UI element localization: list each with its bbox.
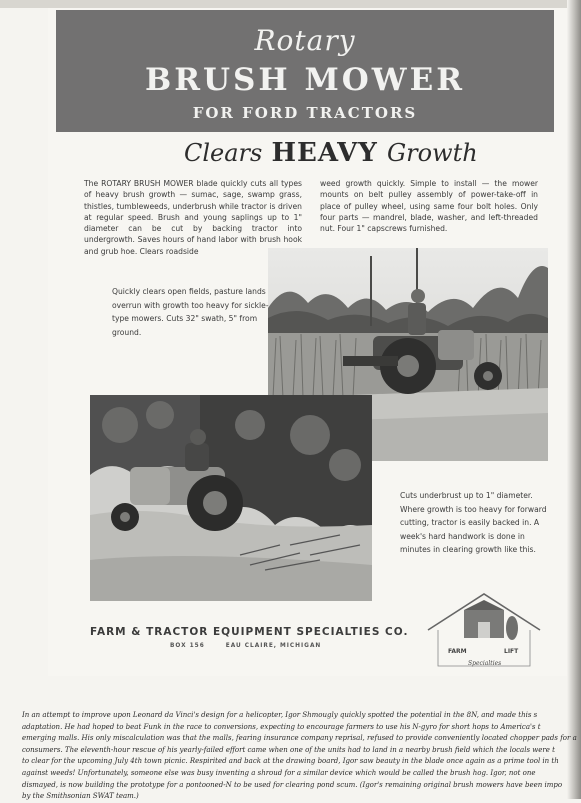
company-name: FARM & TRACTOR EQUIPMENT SPECIALTIES CO. <box>90 626 409 638</box>
header-script-title: Rotary <box>254 24 356 57</box>
headline-part1: Clears <box>184 139 263 167</box>
logo-text-farm: FARM <box>448 648 467 655</box>
logo-text-lift: LIFT <box>504 648 519 655</box>
caption-top: Quickly clears open fields, pasture lands overrun with growth too heavy for sickle-type mowers. Cuts 32" swath, 5" from ground. <box>112 287 269 337</box>
page-binding-shadow <box>567 0 581 799</box>
footnote-line: by the Smithsonian SWAT team.) <box>22 792 139 801</box>
address-box: BOX 156 <box>170 643 205 649</box>
header-band <box>56 10 554 132</box>
photo-brush-clearing <box>90 395 372 601</box>
footnote-line: against weeds! Unfortunately, someone else was busy inventing a shroud for a similar device which would be called the brush hog. Igor, not one <box>22 768 536 777</box>
headline-part2: HEAVY <box>271 138 378 168</box>
header-main-title: BRUSH MOWER <box>145 62 465 98</box>
farm-lift-logo <box>420 588 548 670</box>
headline-part3: Growth <box>386 139 478 167</box>
footnote-line: In an attempt to improve upon Leonard da Vinci's design for a helicopter, Igor Shmougly quickly spotted the potential in the 8N, and made this s <box>22 711 538 719</box>
body-text-right: weed growth quickly. Simple to install — the mower mounts on belt pulley assembly of power-take-off in place of pulley wheel, using same four bolt holes. Only four parts — mandrel, blade, washer, and left-threaded nut. Four 1" capscrews furnished. <box>320 179 538 234</box>
body-text-left: The ROTARY BRUSH MOWER blade quickly cuts all types of heavy brush growth — sumac, sage, swamp grass, thistles, tumbleweeds, underbrush while tractor is driven at regular speed. Brush and young saplings up to 1" diameter can be cut by backing tractor into undergrowth. Saves hours of hand labor with brush hook and grub hoe. Clears roadside <box>84 179 302 256</box>
footnote-line: emerging malls. His only miscalculation was that the malls, fearing insurance company reprisal, refused to provide conveniently located chopper pads for a <box>22 734 577 743</box>
footnote-line: to clear for the upcoming July 4th town picnic. Respirited and back at the drawing board, Igor saw beauty in the blade once again as a prime tool in th <box>22 757 559 766</box>
logo-text-specialties: Specialties <box>468 660 502 667</box>
barn-logo-icon <box>420 588 548 670</box>
footnote-line: consumers. The eleventh-hour rescue of his yearly-failed effort came when one of the units had to land in a nearby brush field which the locals were t <box>22 745 555 754</box>
footnote <box>22 710 581 803</box>
page-edge <box>0 0 581 8</box>
headline <box>184 138 478 170</box>
footnote-line: adaptation. He had hoped to beat Funk in the race to conversions, expecting to encourage farmers to use his N-gyro for short hops to America's t <box>22 722 541 731</box>
caption-bottom: Cuts underbrust up to 1" diameter. Where growth is too heavy for forward cutting, tractor is easily backed in. A week's hard handwork is done in minutes in clearing growth like this. <box>400 491 547 554</box>
footnote-line: dismayed, is now building the prototype for a pontooned-N to be used for clearing pond scum. (Igor's remaining original brush mowers have been impo <box>22 780 563 789</box>
header-subtitle: FOR FORD TRACTORS <box>192 104 418 122</box>
address-city: EAU CLAIRE, MICHIGAN <box>225 643 322 649</box>
company-address <box>170 643 410 649</box>
